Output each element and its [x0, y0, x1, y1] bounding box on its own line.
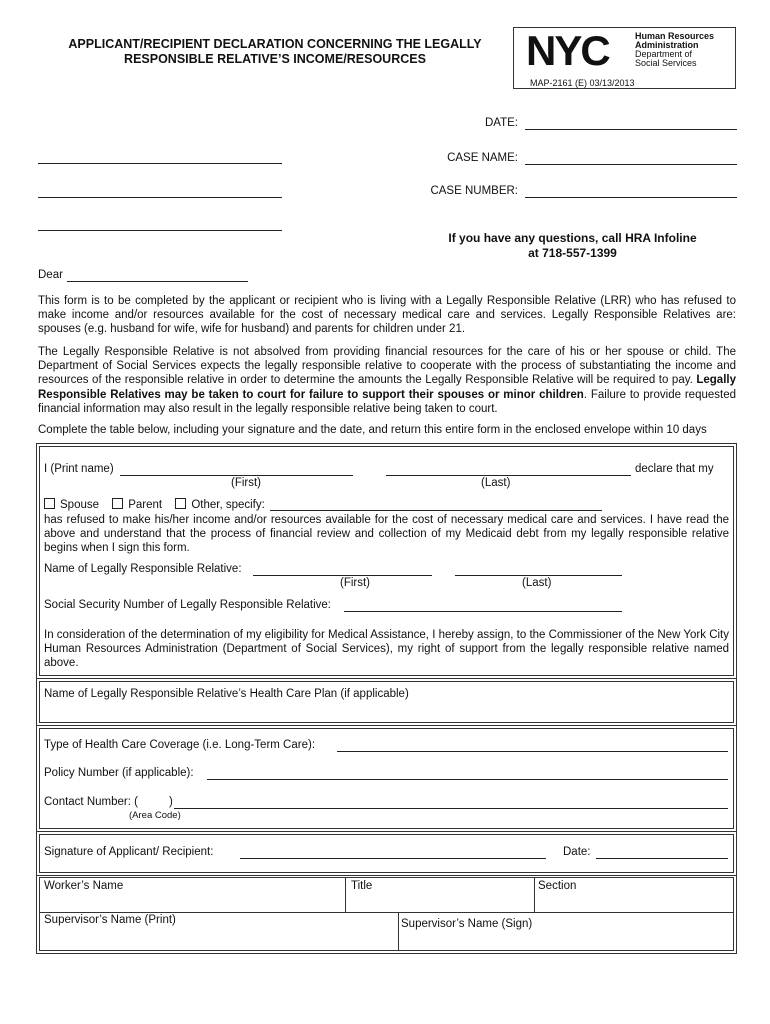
- form-title-line1: APPLICANT/RECIPIENT DECLARATION CONCERNING THE LEGALLY: [68, 37, 482, 51]
- case-name-field[interactable]: [525, 164, 737, 165]
- agency-logo-box: [513, 27, 736, 89]
- ssn-label: Social Security Number of Legally Responsible Relative:: [44, 599, 332, 611]
- signature-date-label: Date:: [563, 846, 591, 858]
- dear-name-field[interactable]: [67, 281, 248, 282]
- refused-paragraph: has refused to make his/her income and/or resources available for the cost of necessary medical care and services. I have read the above and understand that the process of financial review and collection of my Medicaid debt from my legally responsible relative begins when I sign this form.: [44, 514, 729, 555]
- lrr-paragraph-end: . Failure to provide requested financial information may also result in the legally responsible relative being taken to court.: [38, 388, 736, 415]
- assign-paragraph: In consideration of the determination of my eligibility for Medical Assistance, I hereby assign, to the Commissioner of the New York City Human Resources Administration (Department of Social Services), my right of support from the legally responsible relative named above.: [44, 629, 729, 670]
- lrr-first-caption: (First): [340, 577, 371, 589]
- lrr-paragraph: [38, 345, 736, 416]
- case-number-label: CASE NUMBER:: [430, 185, 518, 197]
- infoline-line2: at 718-557-1399: [528, 246, 617, 260]
- instructions-paragraph: Complete the table below, including your signature and the date, and return this entire form in the enclosed envelope within 10 days: [38, 424, 707, 436]
- other-label: Other, specify:: [191, 499, 265, 511]
- agency-line4: Social Services: [635, 58, 697, 68]
- date-field[interactable]: [525, 129, 737, 130]
- nyc-logo: [526, 32, 632, 75]
- worker-name-cell[interactable]: Worker’s Name: [44, 880, 124, 892]
- date-label: DATE:: [484, 117, 518, 129]
- worker-col-divider-2: [534, 877, 535, 912]
- worker-col-divider-1: [345, 877, 346, 912]
- form-number: MAP-2161 (E) 03/13/2013: [530, 78, 635, 88]
- contact-number-field[interactable]: [174, 808, 728, 809]
- lrr-last-name-field[interactable]: [455, 575, 622, 576]
- lrr-paragraph-bold: Legally Responsible Relatives may be taken to court for failure to support their spouses or minor children: [38, 374, 736, 401]
- contact-label: Contact Number: (: [44, 796, 138, 808]
- case-name-label: CASE NAME:: [447, 152, 518, 164]
- other-checkbox[interactable]: [175, 498, 186, 509]
- declare-label: declare that my: [635, 463, 714, 475]
- signature-field[interactable]: [240, 858, 546, 859]
- agency-line3: Department of: [635, 49, 693, 59]
- agency-line2: Administration: [635, 40, 699, 50]
- supervisor-col-divider: [398, 912, 399, 951]
- agency-line1: Human Resources: [635, 31, 715, 41]
- policy-label: Policy Number (if applicable):: [44, 767, 194, 779]
- policy-field[interactable]: [207, 779, 728, 780]
- form-title: [40, 37, 510, 67]
- lrr-paragraph-start: The Legally Responsible Relative is not absolved from providing financial resources for the care of his or her spouse or child. The Department of Social Services expects the legally responsible relative to cooperate with the process of substantiating the income and resources of the responsible relative in order to determine the amounts the Legally Responsible Relative will be required to pay.: [38, 346, 736, 387]
- parent-option[interactable]: [112, 499, 162, 511]
- area-code-caption: (Area Code): [129, 810, 181, 821]
- coverage-label: Type of Health Care Coverage (i.e. Long-Term Care):: [44, 739, 316, 751]
- print-name-label: I (Print name): [44, 463, 114, 475]
- ssn-field[interactable]: [344, 611, 622, 612]
- lrr-name-label: Name of Legally Responsible Relative:: [44, 563, 242, 575]
- agency-name: [635, 32, 714, 68]
- parent-checkbox[interactable]: [112, 498, 123, 509]
- address-line-2[interactable]: [38, 197, 282, 198]
- form-title-line2: RESPONSIBLE RELATIVE’S INCOME/RESOURCES: [124, 52, 426, 66]
- section-cell[interactable]: Section: [538, 880, 577, 892]
- signature-date-field[interactable]: [596, 858, 728, 859]
- spouse-option[interactable]: [44, 499, 99, 511]
- worker-row-divider: [39, 912, 734, 913]
- nyc-logo-icon: [526, 32, 632, 70]
- address-line-1[interactable]: [38, 163, 282, 164]
- nyc-logo-text: NYC: [526, 32, 609, 70]
- first-caption: (First): [231, 477, 262, 489]
- spouse-label: Spouse: [60, 499, 100, 511]
- coverage-field[interactable]: [337, 751, 728, 752]
- infoline-line1: If you have any questions, call HRA Infoline: [448, 231, 697, 245]
- supervisor-sign-cell[interactable]: Supervisor’s Name (Sign): [401, 918, 533, 930]
- last-caption: (Last): [481, 477, 511, 489]
- spouse-checkbox[interactable]: [44, 498, 55, 509]
- dear-label: Dear: [38, 269, 63, 281]
- title-cell[interactable]: Title: [351, 880, 373, 892]
- contact-close-paren: ): [169, 796, 173, 808]
- supervisor-print-cell[interactable]: Supervisor’s Name (Print): [44, 914, 176, 926]
- lrr-first-name-field[interactable]: [253, 575, 432, 576]
- infoline-notice: [420, 231, 725, 261]
- lrr-last-caption: (Last): [522, 577, 552, 589]
- signature-label: Signature of Applicant/ Recipient:: [44, 846, 214, 858]
- first-name-field[interactable]: [120, 475, 353, 476]
- relationship-row: [44, 498, 265, 511]
- case-number-field[interactable]: [525, 197, 737, 198]
- other-option[interactable]: [175, 499, 265, 511]
- intro-paragraph: This form is to be completed by the applicant or recipient who is living with a Legally Responsible Relative (LRR) who has refused to make income and/or resources available for the cost of necessary medical care and services. Legally Responsible Relatives are: spouses (e.g. husband for wife, wife for husband) and parents for children under 21.: [38, 295, 736, 336]
- other-specify-field[interactable]: [270, 510, 602, 511]
- parent-label: Parent: [128, 499, 163, 511]
- address-line-3[interactable]: [38, 230, 282, 231]
- health-plan-label: Name of Legally Responsible Relative’s Health Care Plan (if applicable): [44, 688, 409, 700]
- last-name-field[interactable]: [386, 475, 631, 476]
